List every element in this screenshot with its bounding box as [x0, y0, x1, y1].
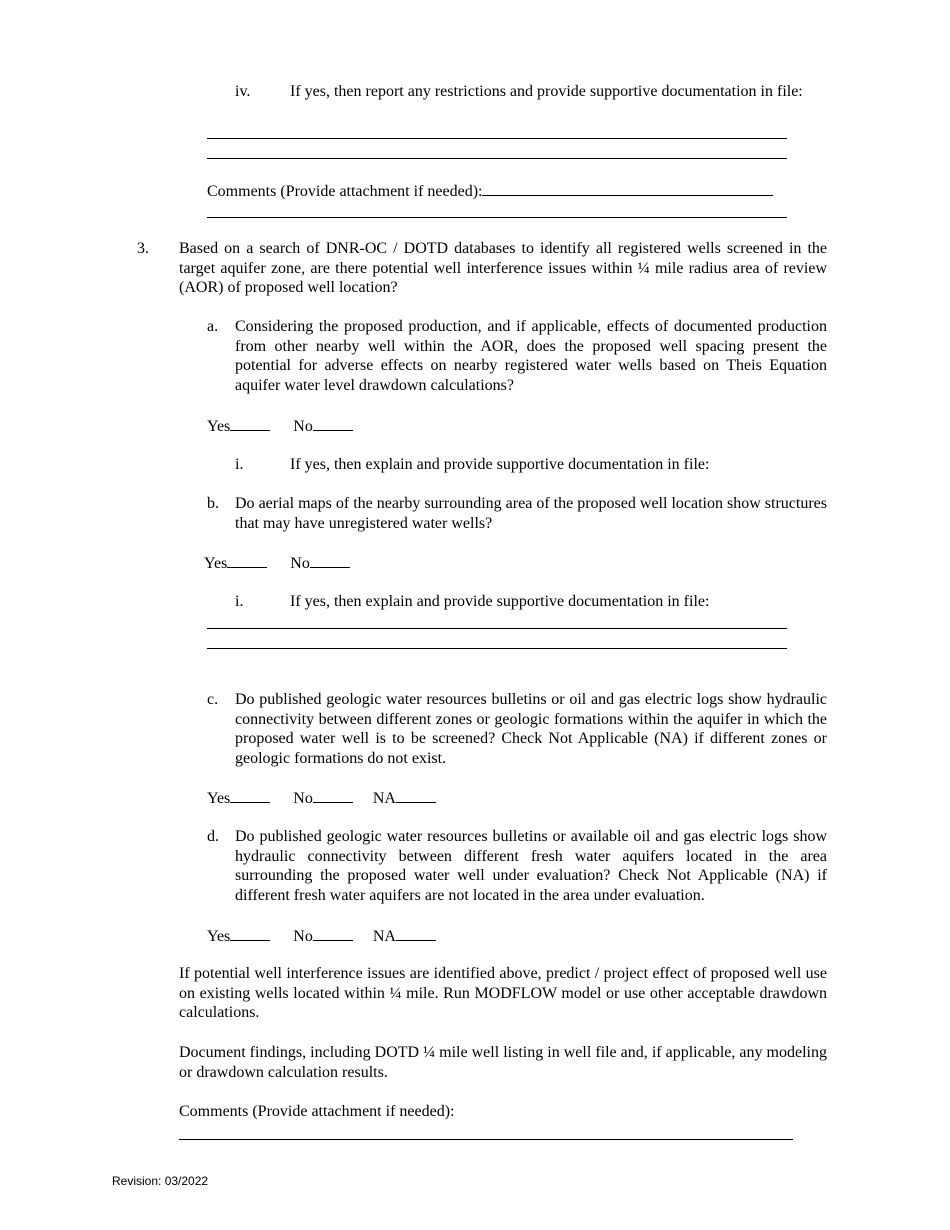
item-3b-yes-no: [204, 553, 350, 574]
no-label: No: [293, 928, 313, 945]
no-label: No: [290, 555, 310, 572]
item-3c-marker: c.: [207, 691, 219, 708]
item-2-comments-label: [207, 180, 773, 202]
item-2-iv-text: If yes, then report any restrictions and provide supportive documentation in file:: [290, 83, 803, 100]
no-label: No: [293, 418, 313, 435]
no-label: No: [293, 790, 313, 807]
na-label: NA: [372, 790, 396, 807]
item-3b-i-marker: i.: [235, 593, 244, 610]
document-findings-note: Document findings, including DOTD ¼ mile well listing in well file and, if applicable, any modeling or drawdown calculation results.: [179, 1044, 827, 1081]
yes-label: Yes: [207, 790, 231, 807]
answer-line[interactable]: [207, 158, 787, 159]
yes-label: Yes: [207, 928, 231, 945]
answer-line[interactable]: [207, 217, 787, 218]
yes-blank[interactable]: [230, 788, 270, 803]
comments-label-text: Comments (Provide attachment if needed):: [207, 183, 483, 200]
item-2-iv-marker: iv.: [235, 83, 251, 100]
no-blank[interactable]: [313, 416, 353, 431]
comments-line[interactable]: [482, 180, 773, 196]
item-3a-yes-no: [207, 416, 353, 437]
na-blank[interactable]: [396, 788, 436, 803]
answer-line[interactable]: [179, 1139, 793, 1140]
item-3b-i-text: If yes, then explain and provide supportive documentation in file:: [290, 593, 710, 610]
yes-label: Yes: [204, 555, 228, 572]
answer-line[interactable]: [207, 648, 787, 649]
yes-blank[interactable]: [227, 553, 267, 568]
item-3b-text: Do aerial maps of the nearby surrounding area of the proposed well location show structures that may have unregistered water wells?: [235, 495, 827, 532]
item-3a-i-marker: i.: [235, 456, 244, 473]
item-3-comments-label: Comments (Provide attachment if needed):: [179, 1103, 455, 1120]
item-3a-i-text: If yes, then explain and provide supportive documentation in file:: [290, 456, 710, 473]
answer-line[interactable]: [207, 628, 787, 629]
no-blank[interactable]: [310, 553, 350, 568]
item-3a-text: Considering the proposed production, and if applicable, effects of documented production from other nearby well within the AOR, does the proposed well spacing present the potential for adverse effects on nearby registered water wells based on Theis Equation aquifer water level drawdown calculations?: [235, 318, 827, 394]
item-3c-yes-no-na: [207, 788, 436, 809]
answer-line[interactable]: [207, 138, 787, 139]
no-blank[interactable]: [313, 788, 353, 803]
item-3-number: 3.: [137, 240, 149, 257]
item-3d-text: Do published geologic water resources bulletins or available oil and gas electric logs show hydraulic connectivity between different fresh water aquifers located in the area surrounding the proposed water well under evaluation? Check Not Applicable (NA) if different fresh water aquifers are not located in the area under evaluation.: [235, 828, 827, 904]
revision-footer: Revision: 03/2022: [112, 1174, 209, 1188]
yes-blank[interactable]: [230, 926, 270, 941]
interference-note: If potential well interference issues are identified above, predict / project effect of proposed well use on existing wells located within ¼ mile. Run MODFLOW model or use other acceptable drawdown calculations.: [179, 965, 827, 1022]
item-3-question: Based on a search of DNR-OC / DOTD databases to identify all registered wells screened in the target aquifer zone, are there potential well interference issues within ¼ mile radius area of review (AOR) of proposed well location?: [179, 240, 827, 297]
na-label: NA: [372, 928, 396, 945]
item-3b-marker: b.: [207, 495, 219, 512]
yes-label: Yes: [207, 418, 231, 435]
na-blank[interactable]: [396, 926, 436, 941]
yes-blank[interactable]: [230, 416, 270, 431]
no-blank[interactable]: [313, 926, 353, 941]
item-3d-marker: d.: [207, 828, 219, 845]
item-3c-text: Do published geologic water resources bulletins or oil and gas electric logs show hydraulic connectivity between different zones or geologic formations within the aquifer in which the proposed water well is to be screened? Check Not Applicable (NA) if different zones or geologic formations do not exist.: [235, 691, 827, 767]
item-3a-marker: a.: [207, 318, 219, 335]
item-3d-yes-no-na: [207, 926, 436, 947]
